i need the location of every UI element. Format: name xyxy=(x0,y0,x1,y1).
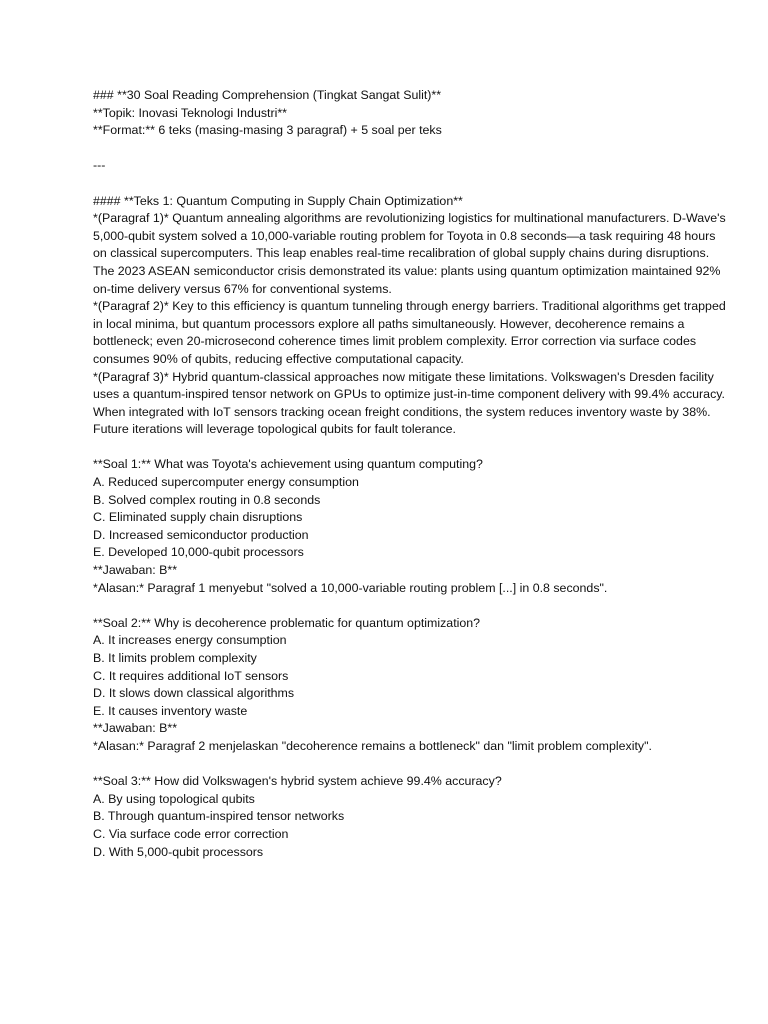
option-d: D. Increased semiconductor production xyxy=(93,527,309,542)
document-title: ### **30 Soal Reading Comprehension (Tingkat Sangat Sulit)** xyxy=(93,88,442,102)
option-b: B. It limits problem complexity xyxy=(93,651,257,665)
question-text: **Soal 2:** Why is decoherence problematic for quantum optimization? xyxy=(93,615,481,630)
spacer xyxy=(93,597,728,615)
option-b: B. Solved complex routing in 0.8 seconds xyxy=(93,492,321,507)
spacer xyxy=(93,175,728,193)
question-block-2 xyxy=(93,615,728,756)
option-c: C. Eliminated supply chain disruptions xyxy=(93,510,303,525)
divider: --- xyxy=(93,158,106,173)
option-d: D. With 5,000-qubit processors xyxy=(93,844,264,859)
text1-heading: #### **Teks 1: Quantum Computing in Supply Chain Optimization** xyxy=(93,193,463,208)
question-block-3 xyxy=(93,773,728,861)
paragraph-1: *(Paragraf 1)* Quantum annealing algorithms are revolutionizing logistics for multinational manufacturers. D-Wave's 5,000-qubit system solved a 10,000-variable routing problem for Toyota in 0.8 seconds—a task requiring 48 hours on classical supercomputers. This leap enables real-time recalibration of global supply chains during disruptions. The 2023 ASEAN semiconductor crisis demonstrated its value: plants using quantum optimization maintained 92% on-time delivery versus 67% for conventional systems. xyxy=(93,211,726,296)
reason-line: *Alasan:* Paragraf 1 menyebut "solved a 10,000-variable routing problem [...] in 0.8 seconds". xyxy=(93,580,608,595)
option-e: E. Developed 10,000-qubit processors xyxy=(93,545,304,560)
option-a: A. Reduced supercomputer energy consumption xyxy=(93,475,359,490)
option-d: D. It slows down classical algorithms xyxy=(93,686,295,701)
option-c: C. Via surface code error correction xyxy=(93,826,289,841)
format-line: **Format:** 6 teks (masing-masing 3 paragraf) + 5 soal per teks xyxy=(93,123,442,138)
reason-line: *Alasan:* Paragraf 2 menjelaskan "decoherence remains a bottleneck" dan "limit problem complexity". xyxy=(93,738,652,753)
option-e: E. It causes inventory waste xyxy=(93,703,248,718)
spacer xyxy=(93,439,728,457)
question-text: **Soal 3:** How did Volkswagen's hybrid system achieve 99.4% accuracy? xyxy=(93,774,502,789)
option-c: C. It requires additional IoT sensors xyxy=(93,668,289,683)
question-text: **Soal 1:** What was Toyota's achievement using quantum computing? xyxy=(93,457,483,472)
topic-line: **Topik: Inovasi Teknologi Industri** xyxy=(93,105,288,120)
option-a: A. By using topological qubits xyxy=(93,791,255,806)
paragraph-2: *(Paragraf 2)* Key to this efficiency is quantum tunneling through energy barriers. Traditional algorithms get trapped in local minima, but quantum processors explore all paths simultaneously. However, decoherence remains a bottleneck; even 20-microsecond coherence times limit problem complexity. Error correction via surface codes consumes 90% of qubits, reducing effective computational capacity. xyxy=(93,299,726,366)
paragraph-3: *(Paragraf 3)* Hybrid quantum-classical approaches now mitigate these limitations. Volkswagen's Dresden facility uses a quantum-inspired tensor network on GPUs to optimize just-in-time component delivery with 99.4% accuracy. When integrated with IoT sensors tracking ocean freight conditions, the system reduces inventory waste by 38%. Future iterations will leverage topological qubits for fault tolerance. xyxy=(93,369,725,437)
question-block-1 xyxy=(93,456,728,597)
answer-line: **Jawaban: B** xyxy=(93,721,178,736)
spacer xyxy=(93,140,728,158)
option-a: A. It increases energy consumption xyxy=(93,633,287,648)
answer-line: **Jawaban: B** xyxy=(93,563,178,578)
option-b: B. Through quantum-inspired tensor networks xyxy=(93,809,345,824)
spacer xyxy=(93,756,728,774)
